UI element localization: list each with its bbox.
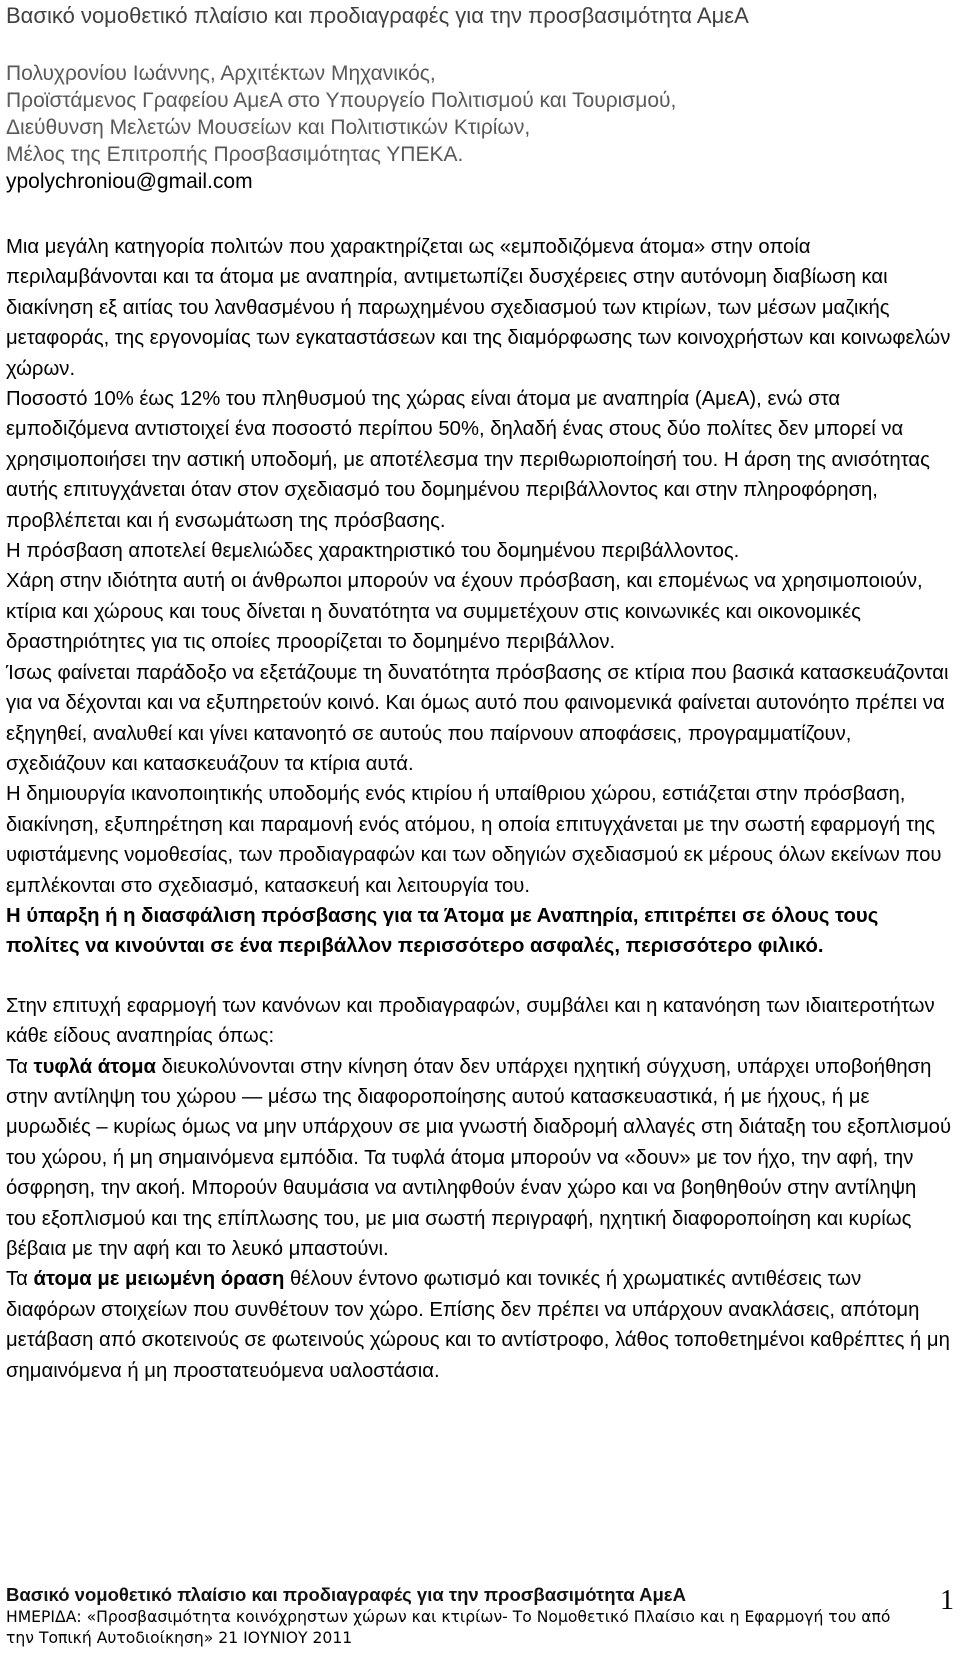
paragraph-intro: Μια μεγάλη κατηγορία πολιτών που χαρακτηρίζεται ως «εμποδιζόμενα άτομα» στην οποία περιλαμβάνονται και τα άτομα με αναπηρία, αντιμετωπίζει δυσχέρειες στην αυτόνομη διαβίωση και διακίνηση εξ αιτίας του λανθασμένου ή παρωχημένου σχεδιασμού των κτιρίων, των μέσων μαζικής μεταφοράς, της εργονομίας των εγκαταστάσεων και της διαμόρφωσης των κοινοχρήστων και κοινωφελών χώρων. xyxy=(6,236,951,380)
paragraph-paradox: Ίσως φαίνεται παράδοξο να εξετάζουμε τη δυνατότητα πρόσβασης σε κτίρια που βασικά κατασκευάζονται για να δέχονται και να εξυπηρετούν κοινό. Και όμως αυτό που φαινομενικά φαίνεται αυτονόητο πρέπει να εξηγηθεί, αναλυθεί και γίνει κατανοητό σε αυτούς που παίρνουν αποφάσεις, προγραμματίζουν, σχεδιάζουν και κατασκευάζουν τα κτίρια αυτά. xyxy=(6,661,949,775)
author-committee: Μέλος της Επιτροπής Προσβασιμότητας ΥΠΕΚΑ. xyxy=(6,143,464,166)
paragraph-disability-types-intro: Στην επιτυχή εφαρμογή των κανόνων και προδιαγραφών, συμβάλει και η κατανόηση των ιδιαιτεροτήτων κάθε είδους αναπηρίας όπως: xyxy=(6,994,935,1048)
low-vision-term: άτομα με μειωμένη όραση xyxy=(33,1268,285,1291)
paragraph-emphasis: Η ύπαρξη ή η διασφάλιση πρόσβασης για τα Άτομα με Αναπηρία, επιτρέπει σε όλους τους πολίτες να κινούνται σε ένα περιβάλλον περισσότερο ασφαλές, περισσότερο φιλικό. xyxy=(6,904,879,958)
page-number: 1 xyxy=(940,1585,954,1616)
document-title: Βασικό νομοθετικό πλαίσιο και προδιαγραφές για την προσβασιμότητα ΑμεΑ xyxy=(6,3,749,28)
author-email: ypolychroniou@gmail.com xyxy=(6,170,253,193)
paragraph-gap xyxy=(6,962,952,991)
paragraph-blind xyxy=(6,1052,952,1265)
low-vision-lead: Τα xyxy=(6,1268,34,1291)
paragraph-low-vision xyxy=(6,1264,952,1386)
footer-event: ΗΜΕΡΙΔΑ: «Προσβασιμότητα κοινόχρηστων χώρων και κτιρίων- Το Νομοθετικό Πλαίσιο και η Εφαρμογή του από την Τοπική Αυτοδιοίκηση» 21 ΙΟΥΝΙΟΥ 2011 xyxy=(6,1608,891,1647)
paragraph-access-definition: Η πρόσβαση αποτελεί θεμελιώδες χαρακτηριστικό του δομημένου περιβάλλοντος. xyxy=(6,540,740,563)
document-body xyxy=(6,232,952,1386)
low-vision-text: θέλουν έντονο φωτισμό και τονικές ή χρωματικές αντιθέσεις των διαφόρων στοιχείων που συνθέτουν τον χώρο. Επίσης δεν πρέπει να υπάρχουν ανακλάσεις, απότομη μετάβαση από σκοτεινούς σε φωτεινούς χώρους και το αντίστροφο, λάθος τοποθετημένοι καθρέπτες ή μη σημαινόμενα ή μη προστατευόμενα υαλοστάσια. xyxy=(6,1268,950,1382)
author-block xyxy=(6,60,954,195)
paragraph-statistics: Ποσοστό 10% έως 12% του πληθυσμού της χώρας είναι άτομα με αναπηρία (ΑμεΑ), ενώ στα εμποδιζόμενα αντιστοιχεί ένα ποσοστό περίπου 50%, δηλαδή ένας στους δύο πολίτες δεν μπορεί να χρησιμοποιήσει την αστική υποδομή, με αποτέλεσμα την περιθωριοποίησή του. Η άρση της ανισότητας αυτής επιτυγχάνεται όταν στον σχεδιασμό του δομημένου περιβάλλοντος και στην πληροφόρηση, προβλέπεται και ή ενσωμάτωση της πρόσβασης. xyxy=(6,388,930,532)
page-footer xyxy=(6,1583,954,1649)
paragraph-access-benefits: Χάρη στην ιδιότητα αυτή οι άνθρωποι μπορούν να έχουν πρόσβαση, και επομένως να χρησιμοποιούν, κτίρια και χώρους και τους δίνεται η δυνατότητα να συμμετέχουν στις κοινωνικές και οικονομικές δραστηριότητες για τις οποίες προορίζεται το δομημένο περιβάλλον. xyxy=(6,570,923,654)
paragraph-infrastructure: Η δημιουργία ικανοποιητικής υποδομής ενός κτιρίου ή υπαίθριου χώρου, εστιάζεται στην πρόσβαση, διακίνηση, εξυπηρέτηση και παραμονή ενός ατόμου, η οποία επιτυγχάνεται με την σωστή εφαρμογή της υφιστάμενης νομοθεσίας, των προδιαγραφών και των οδηγιών σχεδιασμού εκ μέρους όλων εκείνων που εμπλέκονται στο σχεδιασμό, κατασκευή και λειτουργία του. xyxy=(6,783,942,897)
author-name: Πολυχρονίου Ιωάννης, Αρχιτέκτων Μηχανικός, xyxy=(6,62,436,85)
blind-lead: Τα xyxy=(6,1055,34,1078)
author-position: Προϊστάμενος Γραφείου ΑμεΑ στο Υπουργείο Πολιτισμού και Τουρισμού, xyxy=(6,89,677,112)
footer-title: Βασικό νομοθετικό πλαίσιο και προδιαγραφές για την προσβασιμότητα ΑμεΑ xyxy=(6,1584,686,1605)
blind-term: τυφλά άτομα xyxy=(33,1055,157,1078)
author-department: Διεύθυνση Μελετών Μουσείων και Πολιτιστικών Κτιρίων, xyxy=(6,116,531,139)
blind-text: διευκολύνονται στην κίνηση όταν δεν υπάρχει ηχητική σύγχυση, υπάρχει υποβοήθηση στην αντίληψη του χώρου — μέσω της διαφοροποίησης αυτού κατασκευαστικά, ή με ήχους, ή με μυρωδιές – κυρίως όμως να μην υπάρχουν σε μια γνωστή διαδρομή αλλαγές στη διάταξη του εξοπλισμού του χώρου, ή μη σημαινόμενα εμπόδια. Τα τυφλά άτομα μπορούν να «δουν» με τον ήχο, την αφή, την όσφρηση, την ακοή. Μπορούν θαυμάσια να αντιληφθούν έναν χώρο και να βοηθηθούν στην αντίληψη του εξοπλισμού και της επίπλωσης του, με μια σωστή περιγραφή, ηχητική διαφοροποίηση και κυρίως βέβαια με την αφή και το λευκό μπαστούνι. xyxy=(6,1055,952,1260)
